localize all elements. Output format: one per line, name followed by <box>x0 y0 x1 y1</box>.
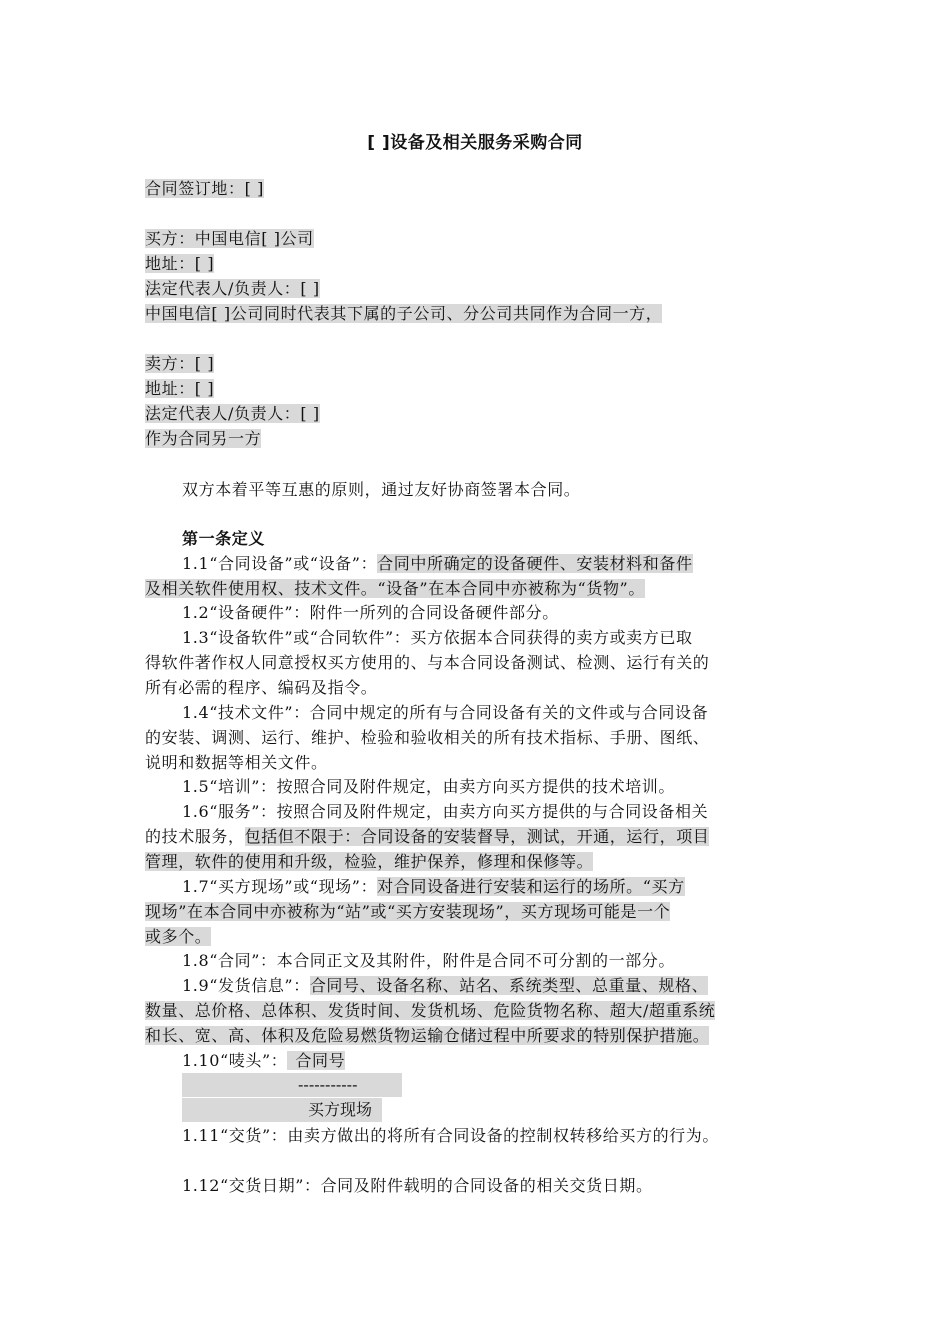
definition-1-7-line-3: 或多个。 <box>145 927 212 946</box>
signing-place: 合同签订地：[ ] <box>145 179 264 198</box>
definition-1-7-line-2: 现场”在本合同中亦被称为“站”或“买方安装现场”，买方现场可能是一个 <box>145 902 671 921</box>
definition-1-6-line-2: 的技术服务，包括但不限于：合同设备的安装督导，测试，开通，运行，项目 <box>145 827 710 846</box>
definition-1-12: 1.12“交货日期”：合同及附件载明的合同设备的相关交货日期。 <box>182 1176 653 1195</box>
contract-title: [ ]设备及相关服务采购合同 <box>367 133 583 153</box>
definition-1-9-line-1: 1.9“发货信息”：合同号、设备名称、站名、系统类型、总重量、规格、 <box>182 976 709 995</box>
definition-1-4-line-1: 1.4“技术文件”：合同中规定的所有与合同设备有关的文件或与合同设备 <box>182 703 709 722</box>
article-1-heading: 第一条定义 <box>182 529 266 548</box>
buyer-representative: 法定代表人/负责人：[ ] <box>145 279 320 298</box>
definition-1-10-line-1: 1.10“唛头”： 合同号 <box>182 1051 346 1070</box>
definition-1-2: 1.2“设备硬件”：附件一所列的合同设备硬件部分。 <box>182 603 559 622</box>
definition-1-3-line-1: 1.3“设备软件”或“合同软件”：买方依据本合同获得的卖方或卖方已取 <box>182 628 693 647</box>
preamble: 双方本着平等互惠的原则，通过友好协商签署本合同。 <box>182 480 581 499</box>
definition-1-11: 1.11“交货”：由卖方做出的将所有合同设备的控制权转移给买方的行为。 <box>182 1126 719 1145</box>
seller-address: 地址：[ ] <box>145 379 215 398</box>
definition-1-4-line-3: 说明和数据等相关文件。 <box>145 753 328 772</box>
shipping-mark-site: 买方现场 <box>182 1098 382 1122</box>
definition-1-8: 1.8“合同”：本合同正文及其附件，附件是合同不可分割的一部分。 <box>182 951 676 970</box>
shipping-mark-divider: ----------- <box>182 1073 402 1097</box>
buyer-name: 买方：中国电信[ ]公司 <box>145 229 314 248</box>
seller-name: 卖方：[ ] <box>145 354 215 373</box>
definition-1-6-line-3: 管理，软件的使用和升级，检验，维护保养，修理和保修等。 <box>145 852 594 871</box>
seller-representative: 法定代表人/负责人：[ ] <box>145 404 320 423</box>
definition-1-7-line-1: 1.7“买方现场”或“现场”：对合同设备进行安装和运行的场所。“买方 <box>182 877 685 896</box>
definition-1-4-line-2: 的安装、调测、运行、维护、检验和验收相关的所有技术指标、手册、图纸、 <box>145 728 710 747</box>
definition-1-5: 1.5“培训”：按照合同及附件规定，由卖方向买方提供的技术培训。 <box>182 777 676 796</box>
definition-1-6-line-1: 1.6“服务”：按照合同及附件规定，由卖方向买方提供的与合同设备相关 <box>182 802 709 821</box>
seller-note: 作为合同另一方 <box>145 429 262 448</box>
definition-1-3-line-3: 所有必需的程序、编码及指令。 <box>145 678 378 697</box>
definition-1-9-line-3: 和长、宽、高、体积及危险易燃货物运输仓储过程中所要求的特别保护措施。 <box>145 1026 710 1045</box>
definition-1-1-line-2: 及相关软件使用权、技术文件。“设备”在本合同中亦被称为“货物”。 <box>145 579 645 598</box>
definition-1-9-line-2: 数量、总价格、总体积、发货时间、发货机场、危险货物名称、超大/超重系统 <box>145 1001 716 1020</box>
definition-1-3-line-2: 得软件著作权人同意授权买方使用的、与本合同设备测试、检测、运行有关的 <box>145 653 710 672</box>
buyer-address: 地址：[ ] <box>145 254 215 273</box>
definition-1-1-line-1: 1.1“合同设备”或“设备”：合同中所确定的设备硬件、安装材料和备件 <box>182 554 693 573</box>
buyer-note: 中国电信[ ]公司同时代表其下属的子公司、分公司共同作为合同一方， <box>145 304 663 323</box>
